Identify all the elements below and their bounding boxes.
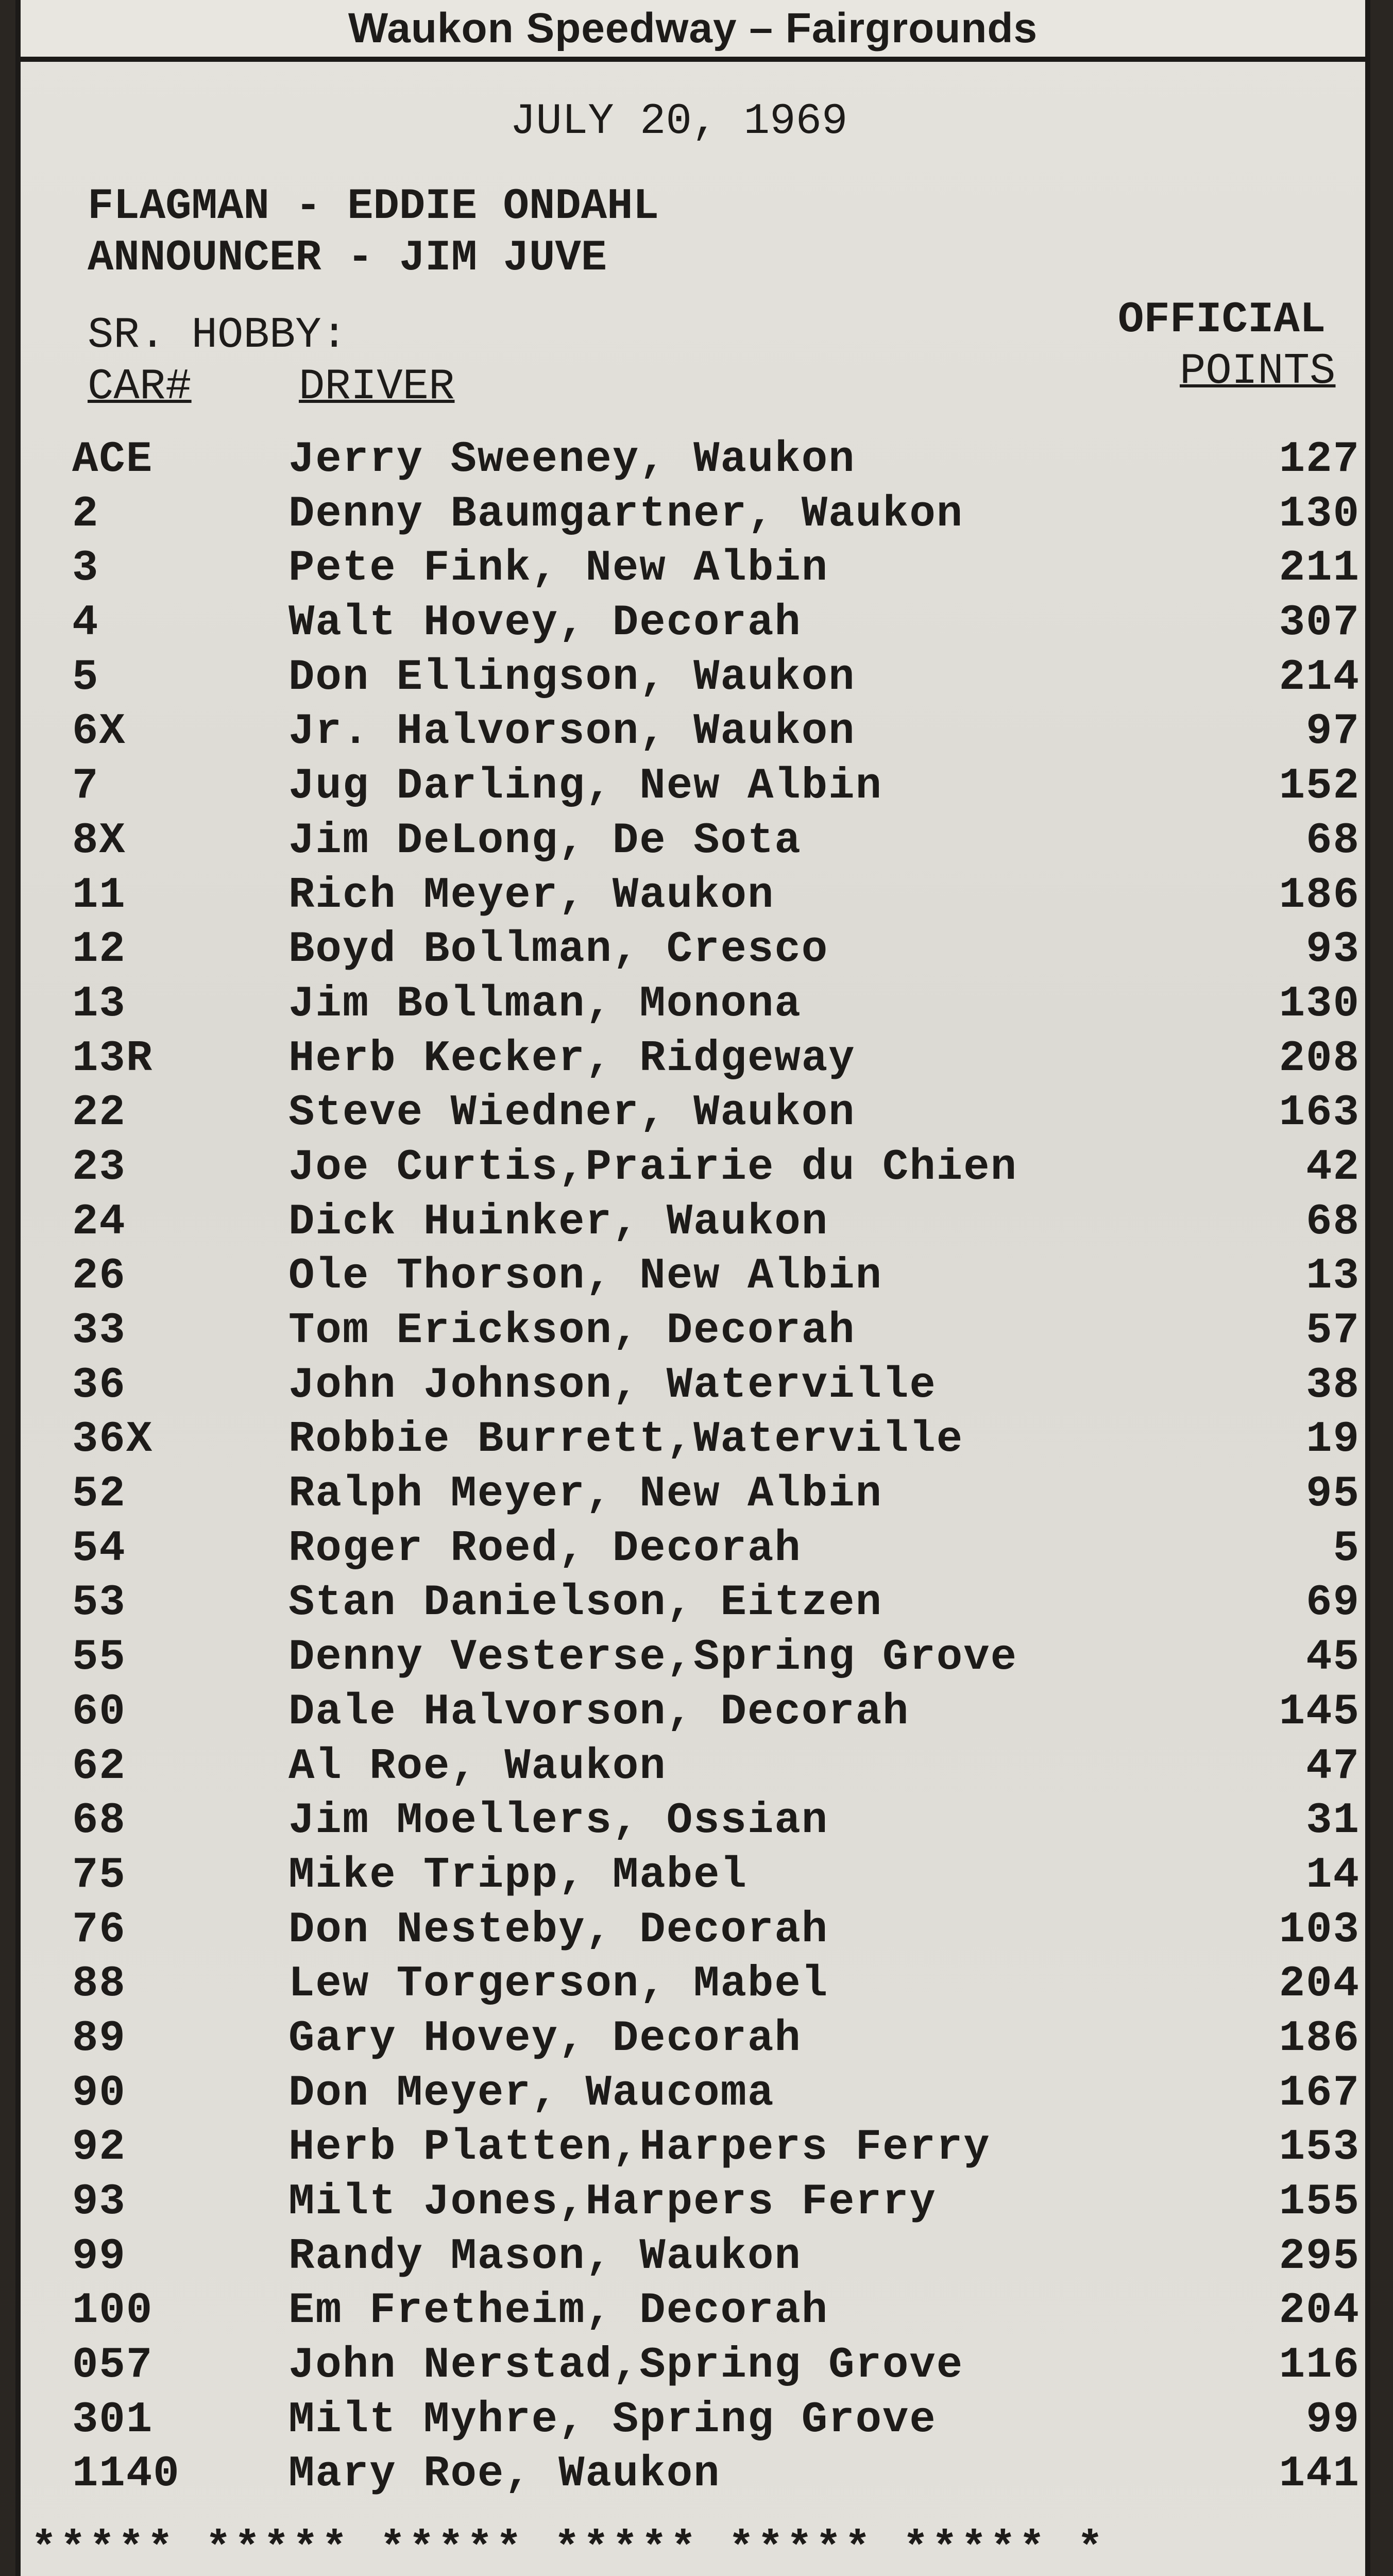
official-points: 68 [1306,816,1360,866]
official-points: 163 [1279,1089,1360,1138]
car-number: 33 [72,1307,126,1355]
car-number: 4 [72,599,99,648]
table-row [52,871,1370,926]
driver-name: Joe Curtis,Prairie du Chien [288,1143,1018,1192]
driver-name: Don Ellingson, Waukon [288,653,856,702]
driver-name: John Nerstad,Spring Grove [288,2341,964,2391]
driver-name: Herb Platten,Harpers Ferry [288,2123,991,2173]
table-row [52,1906,1370,1960]
table-row [52,1797,1370,1851]
car-number: 89 [72,2014,126,2063]
car-number: 22 [72,1089,126,1138]
table-row [52,1688,1370,1742]
official-points: 152 [1279,762,1360,811]
official-points: 153 [1279,2123,1360,2173]
official-points: 13 [1306,1252,1360,1301]
table-row [52,1035,1370,1089]
banner-title: Waukon Speedway – Fairgrounds [21,0,1365,62]
table-row [52,1742,1370,1797]
driver-name: Steve Wiedner, Waukon [288,1089,856,1138]
driver-name: Gary Hovey, Decorah [288,2014,802,2063]
driver-name: Em Fretheim, Decorah [288,2286,829,2336]
table-row [52,1579,1370,1633]
official-points: 211 [1279,544,1360,594]
table-row [52,2286,1370,2341]
car-number: 057 [72,2341,154,2391]
newspaper-clipping [15,0,1370,2576]
car-number: 1140 [72,2450,180,2499]
driver-name: Jim Bollman, Monona [288,979,802,1029]
official-points: 93 [1306,925,1360,975]
table-row [52,2014,1370,2069]
car-number: 100 [72,2286,154,2336]
official-points: 68 [1306,1197,1360,1247]
official-points: 145 [1279,1687,1360,1737]
driver-name: Jim DeLong, De Sota [288,816,802,866]
table-row [52,2178,1370,2232]
header-points: POINTS [1180,347,1336,396]
car-number: ACE [72,435,154,484]
driver-name: Dale Halvorson, Decorah [288,1687,910,1737]
table-row [52,1307,1370,1361]
driver-name: Dick Huinker, Waukon [288,1197,829,1247]
official-points: 127 [1279,435,1360,484]
table-row [52,707,1370,762]
official-points: 45 [1306,1633,1360,1683]
car-number: 76 [72,1905,126,1955]
car-number: 55 [72,1633,126,1683]
official-points: 208 [1279,1034,1360,1083]
car-number: 68 [72,1797,126,1846]
driver-name: Lew Torgerson, Mabel [288,1960,829,2009]
table-row [52,1960,1370,2014]
driver-name: Herb Kecker, Ridgeway [288,1034,856,1083]
race-date: JULY 20, 1969 [510,97,848,146]
driver-name: John Johnson, Waterville [288,1361,937,1410]
official-points: 186 [1279,871,1360,920]
table-row [52,1089,1370,1143]
car-number: 13R [72,1034,154,1083]
official-points: 42 [1306,1143,1360,1192]
table-row [52,925,1370,980]
driver-name: Tom Erickson, Decorah [288,1307,856,1355]
header-official: OFFICIAL [1118,296,1326,345]
table-row [52,2450,1370,2504]
driver-name: Denny Baumgartner, Waukon [288,489,964,539]
car-number: 11 [72,871,126,920]
car-number: 13 [72,979,126,1029]
table-row [52,1415,1370,1470]
driver-name: Milt Jones,Harpers Ferry [288,2178,937,2227]
official-points: 95 [1306,1470,1360,1519]
car-number: 26 [72,1252,126,1301]
car-number: 88 [72,1960,126,2009]
driver-name: Don Nesteby, Decorah [288,1905,829,1955]
official-points: 141 [1279,2450,1360,2499]
table-row [52,1252,1370,1307]
header-driver: DRIVER [299,363,455,412]
header-car-number: CAR# [88,363,192,412]
car-number: 90 [72,2069,126,2118]
official-points: 167 [1279,2069,1360,2118]
driver-name: Randy Mason, Waukon [288,2232,802,2281]
table-row [52,544,1370,599]
flagman-line: FLAGMAN - EDDIE ONDAHL [88,182,659,231]
table-row [52,1361,1370,1416]
table-row [52,762,1370,817]
car-number: 23 [72,1143,126,1192]
car-number: 99 [72,2232,126,2281]
official-points: 307 [1279,599,1360,648]
driver-name: Walt Hovey, Decorah [288,599,802,648]
driver-name: Jr. Halvorson, Waukon [288,707,856,757]
car-number: 7 [72,762,99,811]
driver-name: Jim Moellers, Ossian [288,1797,829,1846]
car-number: 24 [72,1197,126,1247]
official-points: 99 [1306,2395,1360,2445]
official-points: 130 [1279,979,1360,1029]
official-points: 5 [1333,1524,1360,1573]
driver-name: Ole Thorson, New Albin [288,1252,882,1301]
car-number: 2 [72,489,99,539]
car-number: 52 [72,1470,126,1519]
car-number: 36X [72,1415,154,1465]
points-table [52,435,1370,2504]
official-points: 19 [1306,1415,1360,1465]
official-points: 31 [1306,1797,1360,1846]
table-row [52,435,1370,490]
official-points: 214 [1279,653,1360,702]
table-row [52,1633,1370,1688]
official-points: 186 [1279,2014,1360,2063]
table-row [52,1143,1370,1198]
table-row [52,599,1370,653]
official-points: 57 [1306,1307,1360,1355]
driver-name: Roger Roed, Decorah [288,1524,802,1573]
separator: ***** ***** ***** ***** ***** ***** * [31,2524,1107,2573]
class-label: SR. HOBBY: [88,311,348,360]
table-row [52,2396,1370,2450]
table-row [52,817,1370,871]
driver-name: Stan Danielson, Eitzen [288,1579,882,1628]
driver-name: Milt Myhre, Spring Grove [288,2395,937,2445]
table-row [52,490,1370,545]
driver-name: Don Meyer, Waucoma [288,2069,775,2118]
driver-name: Robbie Burrett,Waterville [288,1415,964,1465]
table-row [52,980,1370,1035]
car-number: 8X [72,816,126,866]
official-points: 38 [1306,1361,1360,1410]
car-number: 12 [72,925,126,975]
car-number: 301 [72,2395,154,2445]
car-number: 5 [72,653,99,702]
table-row [52,2069,1370,2124]
official-points: 116 [1279,2341,1360,2391]
car-number: 36 [72,1361,126,1410]
driver-name: Ralph Meyer, New Albin [288,1470,882,1519]
driver-name: Mike Tripp, Mabel [288,1851,748,1900]
official-points: 204 [1279,1960,1360,2009]
official-points: 295 [1279,2232,1360,2281]
driver-name: Denny Vesterse,Spring Grove [288,1633,1018,1683]
table-row [52,2123,1370,2178]
official-points: 69 [1306,1579,1360,1628]
driver-name: Jug Darling, New Albin [288,762,882,811]
table-row [52,1470,1370,1524]
car-number: 3 [72,544,99,594]
driver-name: Mary Roe, Waukon [288,2450,721,2499]
table-row [52,2341,1370,2396]
table-row [52,653,1370,708]
driver-name: Rich Meyer, Waukon [288,871,775,920]
table-row [52,1198,1370,1252]
official-points: 14 [1306,1851,1360,1900]
official-points: 130 [1279,489,1360,539]
car-number: 93 [72,2178,126,2227]
car-number: 75 [72,1851,126,1900]
driver-name: Boyd Bollman, Cresco [288,925,829,975]
car-number: 6X [72,707,126,757]
car-number: 92 [72,2123,126,2173]
car-number: 54 [72,1524,126,1573]
announcer-line: ANNOUNCER - JIM JUVE [88,234,607,283]
driver-name: Al Roe, Waukon [288,1742,667,1791]
car-number: 53 [72,1579,126,1628]
official-points: 47 [1306,1742,1360,1791]
official-points: 103 [1279,1905,1360,1955]
table-row [52,1851,1370,1906]
driver-name: Pete Fink, New Albin [288,544,829,594]
official-points: 204 [1279,2286,1360,2336]
official-points: 155 [1279,2178,1360,2227]
table-row [52,2232,1370,2287]
official-points: 97 [1306,707,1360,757]
car-number: 62 [72,1742,126,1791]
driver-name: Jerry Sweeney, Waukon [288,435,856,484]
car-number: 60 [72,1687,126,1737]
table-row [52,1524,1370,1579]
